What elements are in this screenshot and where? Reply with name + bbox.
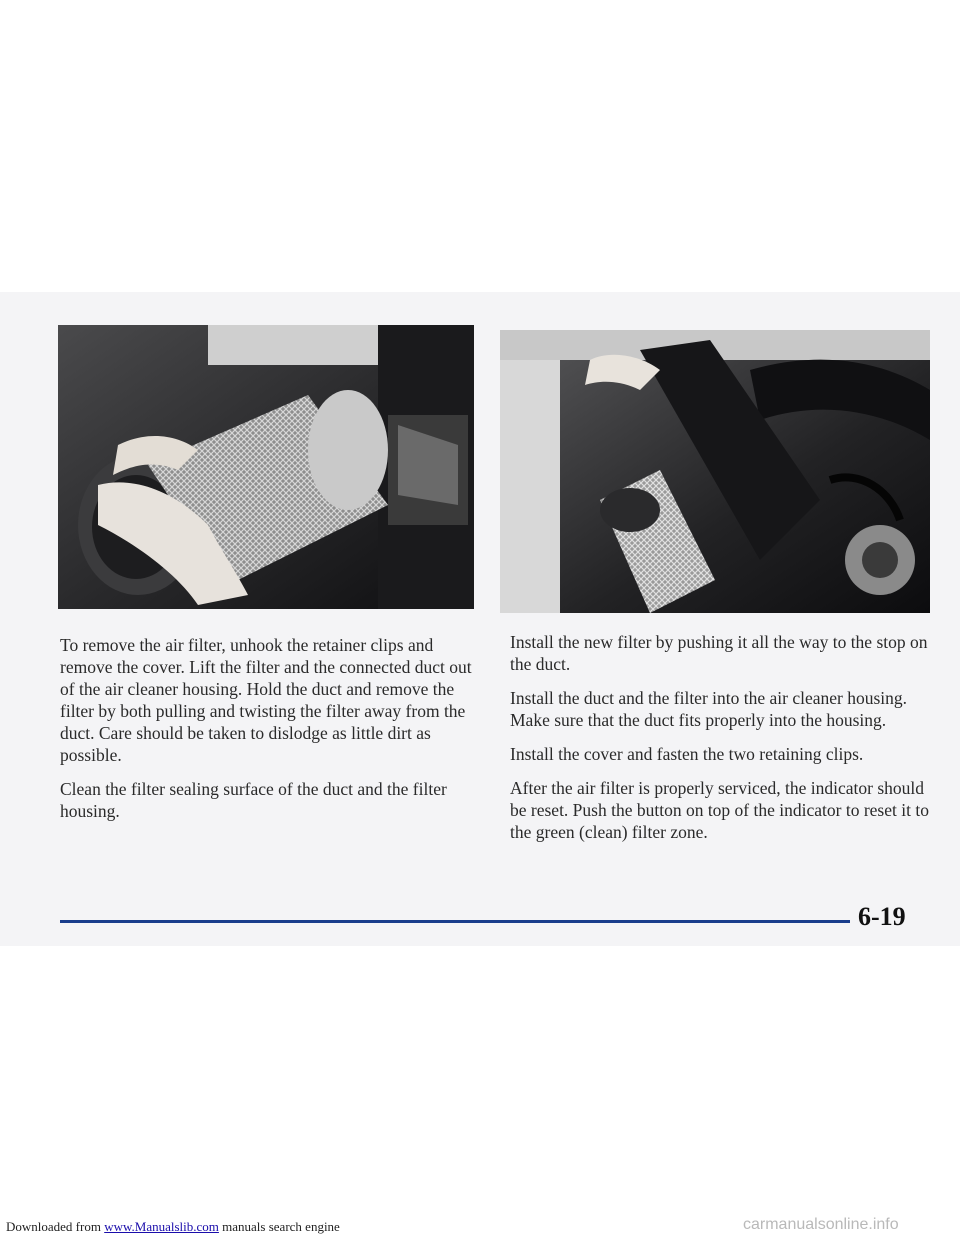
photo-removing-air-filter-illustration bbox=[58, 325, 474, 609]
paragraph-remove-filter: To remove the air filter, unhook the retainer clips and remove the cover. Lift the filter and the connected duct out of the air cleaner housing. Hold the duct and remove the filter by both pulling and twisting the filter away from the duct. Care should be taken to dislodge as little dirt as possible. bbox=[60, 635, 472, 765]
paragraph-clean-surface: Clean the filter sealing surface of the duct and the filter housing. bbox=[60, 779, 447, 821]
paragraph-reset-indicator: After the air filter is properly serviced, the indicator should be reset. Push the button on top of the indicator to reset it to the green (clean) filter zone. bbox=[510, 778, 929, 842]
watermark: carmanualsonline.info bbox=[743, 1216, 899, 1233]
footer-rule bbox=[60, 920, 850, 923]
photo-installing-air-filter-illustration bbox=[500, 330, 930, 613]
photo-installing-air-filter bbox=[500, 330, 930, 613]
bottom-blank-area bbox=[0, 946, 960, 1242]
right-text-column bbox=[510, 631, 938, 855]
paragraph-install-filter: Install the new filter by pushing it all the way to the stop on the duct. bbox=[510, 632, 928, 674]
download-footer bbox=[6, 1219, 340, 1235]
paragraph-install-cover: Install the cover and fasten the two retaining clips. bbox=[510, 744, 864, 764]
manualslib-link[interactable]: www.Manualslib.com bbox=[104, 1219, 219, 1234]
left-text-column bbox=[60, 634, 480, 834]
page-number: 6-19 bbox=[858, 902, 906, 931]
top-blank-area bbox=[0, 0, 960, 292]
paragraph-install-duct: Install the duct and the filter into the air cleaner housing. Make sure that the duct fits properly into the housing. bbox=[510, 688, 908, 730]
footer-suffix: manuals search engine bbox=[218, 1219, 340, 1234]
photo-removing-air-filter bbox=[58, 325, 474, 609]
footer-prefix: Downloaded from bbox=[6, 1219, 105, 1234]
